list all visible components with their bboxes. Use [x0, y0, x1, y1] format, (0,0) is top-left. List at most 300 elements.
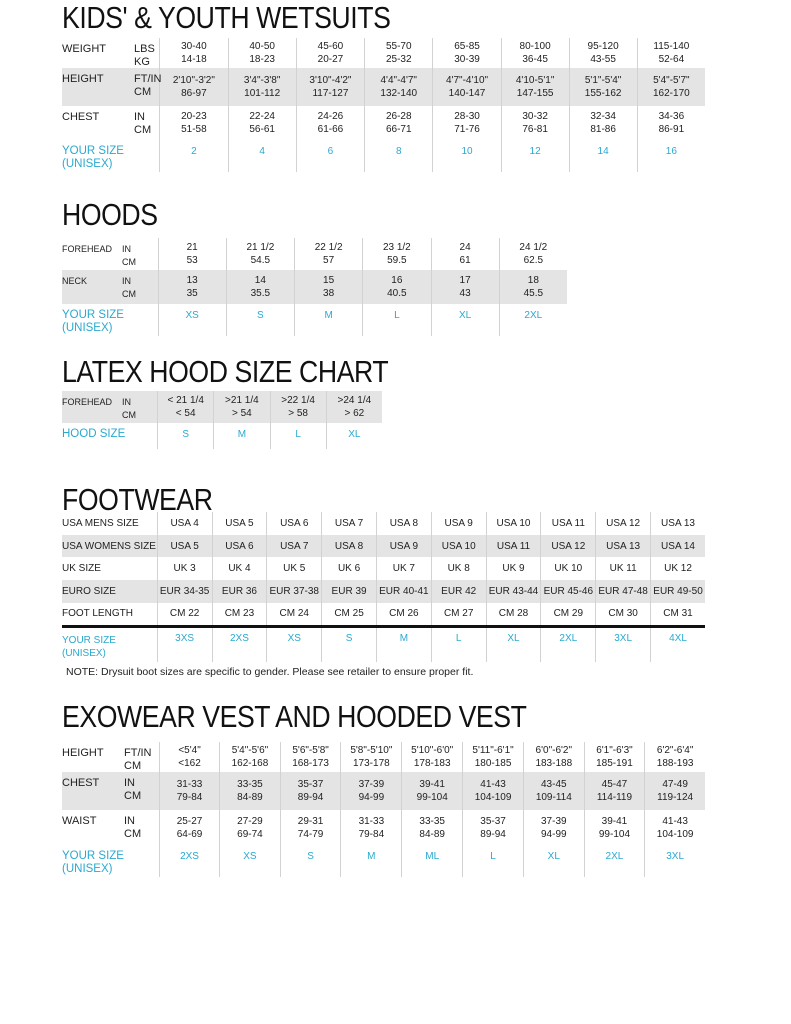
- row-label-text: YOUR SIZE (UNISEX): [62, 309, 124, 334]
- value-cell: [363, 238, 431, 270]
- value-line: 41-43: [480, 779, 506, 790]
- unit-label: CM: [124, 790, 142, 802]
- value-line: 52-64: [658, 54, 685, 65]
- value-line: 32-34: [590, 111, 616, 122]
- value-cell: USA 11: [486, 535, 541, 557]
- value-line: 117-127: [312, 88, 349, 99]
- value-line: 185-191: [596, 758, 633, 769]
- size-cell: 2XL: [499, 304, 567, 336]
- value-line: 2'10"-3'2": [172, 75, 215, 86]
- value-cell: [645, 772, 705, 810]
- row-units: [122, 275, 136, 301]
- hoods-title: HOODS: [62, 197, 158, 232]
- unit-label: CM: [122, 410, 136, 420]
- value-line: 17: [459, 275, 471, 286]
- value-line: 14-18: [181, 54, 207, 65]
- size-row: [62, 845, 705, 877]
- table-row: [62, 391, 382, 423]
- value-cell: [365, 106, 433, 140]
- value-cell: USA 13: [596, 535, 651, 557]
- value-cell: EUR 47-48: [596, 580, 651, 603]
- value-line: 55-70: [385, 41, 412, 52]
- value-cell: USA 8: [376, 512, 431, 535]
- value-line: 3'4"-3'8": [243, 75, 281, 86]
- value-line: 188-193: [656, 758, 694, 769]
- value-cell: [295, 238, 363, 270]
- table-row: [62, 580, 705, 603]
- value-cell: UK 3: [157, 557, 212, 580]
- value-cell: USA 12: [541, 535, 596, 557]
- table-row: [62, 238, 567, 270]
- row-label-text: HEIGHT: [62, 73, 104, 85]
- value-cell: [158, 238, 226, 270]
- value-line: 64-69: [176, 828, 203, 840]
- value-line: 43-55: [590, 54, 616, 65]
- value-line: > 58: [288, 408, 308, 419]
- value-cell: [584, 742, 645, 772]
- value-line: 66-71: [385, 124, 412, 135]
- value-line: 47-49: [662, 779, 688, 790]
- value-cell: CM 31: [651, 603, 705, 626]
- value-line: 27-29: [237, 815, 263, 827]
- value-line: >24 1/4: [337, 395, 372, 406]
- value-cell: [431, 270, 499, 304]
- row-label-text: HEIGHT: [62, 747, 104, 759]
- value-cell: UK 9: [486, 557, 541, 580]
- value-line: 71-76: [454, 124, 480, 135]
- table-row: [62, 270, 567, 304]
- value-cell: [402, 772, 463, 810]
- row-label-text: CHEST: [62, 777, 100, 789]
- value-cell: [501, 106, 569, 140]
- value-line: 37-39: [541, 815, 567, 827]
- value-cell: [160, 68, 228, 106]
- value-line: 84-89: [237, 792, 263, 803]
- value-cell: [226, 270, 294, 304]
- size-cell: 3XS: [157, 626, 212, 662]
- value-line: 25-27: [176, 815, 203, 827]
- row-label-text: NECK: [62, 276, 88, 286]
- value-line: 6'1"-6'3": [596, 745, 633, 756]
- value-cell: UK 12: [651, 557, 705, 580]
- size-cell: L: [463, 845, 524, 877]
- unit-label: CM: [134, 124, 152, 136]
- value-cell: CM 26: [376, 603, 431, 626]
- row-label: [62, 304, 158, 336]
- value-cell: EUR 36: [212, 580, 267, 603]
- value-line: 24: [459, 242, 471, 253]
- row-label: [62, 742, 159, 772]
- value-cell: EUR 37-38: [267, 580, 322, 603]
- value-line: 94-99: [358, 792, 385, 803]
- size-cell: M: [214, 423, 270, 449]
- value-line: 29-31: [297, 815, 324, 827]
- value-line: 22-24: [249, 111, 275, 122]
- value-cell: EUR 42: [431, 580, 486, 603]
- size-cell: 6: [296, 140, 364, 172]
- value-line: 104-109: [656, 828, 694, 840]
- size-cell: 8: [365, 140, 433, 172]
- size-cell: XS: [267, 626, 322, 662]
- value-line: 132-140: [380, 88, 418, 99]
- value-cell: [433, 68, 501, 106]
- value-line: 41-43: [662, 815, 688, 827]
- value-cell: UK 4: [212, 557, 267, 580]
- value-cell: [341, 742, 402, 772]
- table-row: [62, 106, 705, 140]
- value-line: <162: [178, 758, 201, 769]
- value-cell: [158, 391, 214, 423]
- size-cell: ML: [402, 845, 463, 877]
- size-cell: S: [280, 845, 341, 877]
- value-line: 43: [459, 288, 471, 299]
- size-cell: 16: [637, 140, 705, 172]
- value-line: 162-168: [231, 758, 269, 769]
- value-cell: [637, 38, 705, 68]
- size-cell: S: [226, 304, 294, 336]
- hoods-size-table: [62, 238, 567, 336]
- value-line: 38: [323, 288, 335, 299]
- value-line: 180-185: [474, 758, 512, 769]
- row-label: [62, 845, 159, 877]
- size-cell: M: [376, 626, 431, 662]
- value-line: 30-40: [181, 41, 207, 52]
- table-row: [62, 603, 705, 626]
- footwear-size-table: [62, 512, 705, 662]
- value-cell: [226, 238, 294, 270]
- value-line: 33-35: [237, 779, 263, 790]
- value-line: 109-114: [535, 792, 572, 803]
- value-cell: [363, 270, 431, 304]
- row-label: [62, 535, 157, 557]
- size-cell: S: [158, 423, 214, 449]
- value-line: 39-41: [601, 815, 628, 827]
- value-line: 101-112: [244, 88, 281, 99]
- size-cell: M: [295, 304, 363, 336]
- kids-title: KIDS' & YOUTH WETSUITS: [62, 0, 391, 35]
- unit-label: LBS: [134, 43, 155, 55]
- size-cell: 2XL: [541, 626, 596, 662]
- value-cell: CM 23: [212, 603, 267, 626]
- unit-label: CM: [124, 760, 142, 772]
- value-cell: [326, 391, 382, 423]
- row-units: [124, 777, 141, 803]
- value-cell: [341, 810, 402, 845]
- value-cell: [296, 38, 364, 68]
- table-row: [62, 38, 705, 68]
- value-cell: [499, 238, 567, 270]
- value-cell: USA 14: [651, 535, 705, 557]
- value-line: 18: [527, 275, 539, 286]
- value-line: 20-23: [181, 111, 207, 122]
- value-cell: USA 9: [431, 512, 486, 535]
- value-line: 140-147: [448, 88, 486, 99]
- value-cell: [159, 810, 219, 845]
- row-units: [124, 747, 152, 773]
- value-line: 5'10"-6'0": [411, 745, 454, 756]
- value-cell: [645, 742, 705, 772]
- size-cell: 4XL: [651, 626, 705, 662]
- value-cell: [569, 38, 637, 68]
- value-cell: UK 10: [541, 557, 596, 580]
- value-cell: [280, 772, 341, 810]
- value-cell: USA 7: [267, 535, 322, 557]
- row-label-text: CHEST: [62, 111, 100, 123]
- size-cell: XS: [220, 845, 281, 877]
- value-line: 35.5: [250, 288, 271, 299]
- row-label: [62, 603, 157, 626]
- size-cell: 2XL: [584, 845, 645, 877]
- value-line: 28-30: [454, 111, 480, 122]
- row-label-text: WEIGHT: [62, 43, 106, 55]
- value-cell: USA 13: [651, 512, 705, 535]
- unit-label: CM: [122, 257, 136, 267]
- value-line: 99-104: [416, 792, 448, 803]
- value-cell: [463, 742, 524, 772]
- value-line: 3'10"-4'2": [309, 75, 352, 86]
- value-cell: [296, 68, 364, 106]
- row-units: [134, 111, 151, 137]
- value-line: 62.5: [523, 255, 544, 266]
- value-line: 56-61: [249, 124, 275, 135]
- value-cell: [159, 742, 219, 772]
- value-cell: UK 6: [322, 557, 377, 580]
- value-line: 31-33: [358, 815, 385, 827]
- value-line: 37-39: [358, 779, 385, 790]
- latex-title: LATEX HOOD SIZE CHART: [62, 354, 389, 389]
- size-cell: 2XS: [212, 626, 267, 662]
- size-cell: 14: [569, 140, 637, 172]
- value-line: 24 1/2: [519, 242, 548, 253]
- value-line: 94-99: [541, 828, 567, 840]
- value-cell: [220, 742, 281, 772]
- value-line: 5'1"-5'4": [584, 75, 622, 86]
- size-cell: XL: [523, 845, 584, 877]
- value-cell: [280, 742, 341, 772]
- value-line: 5'4"-5'6": [231, 745, 269, 756]
- value-line: < 21 1/4: [167, 395, 204, 406]
- row-units: [124, 815, 141, 841]
- size-cell: 3XL: [645, 845, 705, 877]
- exowear-size-table: [62, 742, 705, 877]
- row-label: [62, 270, 158, 304]
- value-cell: [296, 106, 364, 140]
- value-cell: [220, 810, 281, 845]
- value-cell: [463, 810, 524, 845]
- value-cell: EUR 39: [322, 580, 377, 603]
- unit-label: CM: [134, 86, 152, 98]
- row-label: [62, 140, 160, 172]
- value-line: <5'4": [178, 745, 201, 756]
- value-cell: [637, 68, 705, 106]
- value-line: 162-170: [653, 88, 690, 99]
- value-cell: [402, 742, 463, 772]
- value-line: 76-81: [522, 124, 548, 135]
- value-line: 74-79: [297, 828, 324, 840]
- unit-label: IN: [124, 815, 135, 827]
- value-cell: USA 12: [596, 512, 651, 535]
- value-line: > 54: [232, 408, 252, 419]
- value-cell: [645, 810, 705, 845]
- row-label: [62, 580, 157, 603]
- size-row: [62, 140, 705, 172]
- value-line: 53: [186, 255, 198, 266]
- value-line: 5'6"-5'8": [292, 745, 329, 756]
- value-line: 13: [186, 275, 198, 286]
- value-line: 79-84: [358, 828, 385, 840]
- latex-hood-table: [62, 391, 382, 449]
- value-cell: [499, 270, 567, 304]
- value-cell: UK 5: [267, 557, 322, 580]
- value-line: 21: [186, 242, 198, 253]
- unit-label: KG: [134, 56, 150, 68]
- value-cell: CM 29: [541, 603, 596, 626]
- value-line: 31-33: [176, 779, 203, 790]
- value-line: 34-36: [658, 111, 685, 122]
- value-cell: [160, 38, 228, 68]
- value-line: 6'2"-6'4": [656, 745, 694, 756]
- value-line: 25-32: [385, 54, 412, 65]
- unit-label: IN: [122, 397, 131, 407]
- value-line: 26-28: [385, 111, 412, 122]
- size-cell: 10: [433, 140, 501, 172]
- row-label: [62, 557, 157, 580]
- size-cell: 2XS: [159, 845, 219, 877]
- value-line: >21 1/4: [225, 395, 259, 406]
- value-line: 45.5: [523, 288, 544, 299]
- value-line: 59.5: [387, 255, 407, 266]
- value-line: 35: [186, 288, 198, 299]
- footwear-title: FOOTWEAR: [62, 482, 213, 517]
- row-label: [62, 238, 158, 270]
- value-cell: [270, 391, 326, 423]
- size-cell: S: [322, 626, 377, 662]
- value-line: 33-35: [419, 815, 445, 827]
- row-units: [134, 73, 162, 99]
- value-line: 119-124: [657, 792, 694, 803]
- value-cell: USA 5: [212, 512, 267, 535]
- value-cell: [523, 742, 584, 772]
- size-row: [62, 626, 705, 662]
- unit-label: FT/IN: [124, 747, 152, 759]
- unit-label: CM: [122, 289, 136, 299]
- row-label-text: FOREHEAD: [62, 244, 113, 254]
- row-label: [62, 68, 160, 106]
- value-line: 40.5: [387, 288, 407, 299]
- table-row: [62, 68, 705, 106]
- value-line: 89-94: [480, 828, 506, 840]
- value-line: 5'11"-6'1": [472, 745, 514, 756]
- value-line: < 54: [175, 408, 196, 419]
- row-label: [62, 106, 160, 140]
- value-cell: [584, 772, 645, 810]
- value-cell: UK 11: [596, 557, 651, 580]
- value-line: 36-45: [522, 54, 548, 65]
- value-cell: [228, 38, 296, 68]
- footwear-note: NOTE: Drysuit boot sizes are specific to gender. Please see retailer to ensure proper fit.: [66, 666, 474, 678]
- row-label-text: FOOT LENGTH: [62, 608, 133, 620]
- kids-size-table: [62, 38, 705, 172]
- value-cell: [280, 810, 341, 845]
- value-line: > 62: [344, 408, 365, 419]
- value-cell: USA 10: [486, 512, 541, 535]
- value-line: 39-41: [419, 779, 445, 790]
- value-line: 86-97: [181, 88, 207, 99]
- unit-label: IN: [122, 276, 131, 286]
- value-line: 51-58: [181, 124, 207, 135]
- value-line: 114-119: [596, 792, 633, 803]
- value-line: 168-173: [292, 758, 329, 769]
- row-label-text: USA WOMENS SIZE: [62, 540, 156, 552]
- value-line: 173-178: [353, 758, 390, 769]
- value-cell: USA 5: [157, 535, 212, 557]
- row-label-text: USA MENS SIZE: [62, 518, 139, 529]
- value-line: 99-104: [598, 828, 631, 840]
- value-cell: [431, 238, 499, 270]
- value-line: 5'4"-5'7": [653, 75, 690, 86]
- value-line: 45-60: [317, 41, 344, 52]
- value-line: 57: [323, 255, 335, 266]
- row-label: [62, 512, 157, 535]
- value-line: 43-45: [541, 779, 567, 790]
- value-line: 24-26: [317, 111, 344, 122]
- value-cell: [159, 772, 219, 810]
- value-line: 79-84: [176, 792, 203, 803]
- value-line: 61-66: [317, 124, 344, 135]
- value-line: 23 1/2: [382, 242, 411, 253]
- value-cell: [214, 391, 270, 423]
- value-cell: [341, 772, 402, 810]
- value-cell: [637, 106, 705, 140]
- row-label: [62, 626, 157, 662]
- value-cell: [523, 810, 584, 845]
- row-label: [62, 423, 158, 449]
- value-line: 20-27: [317, 54, 344, 65]
- value-cell: [463, 772, 524, 810]
- value-cell: [569, 68, 637, 106]
- value-cell: USA 11: [541, 512, 596, 535]
- value-line: 54.5: [250, 255, 271, 266]
- value-line: 30-39: [454, 54, 480, 65]
- value-line: 16: [391, 275, 403, 286]
- row-label: [62, 810, 159, 845]
- value-cell: [158, 270, 226, 304]
- value-line: 147-155: [516, 88, 554, 99]
- exowear-title: EXOWEAR VEST AND HOODED VEST: [62, 699, 527, 734]
- unit-label: CM: [124, 828, 142, 840]
- row-label: [62, 38, 160, 68]
- value-cell: [365, 68, 433, 106]
- size-cell: 4: [228, 140, 296, 172]
- value-cell: [365, 38, 433, 68]
- row-label-text: YOUR SIZE (UNISEX): [62, 850, 124, 875]
- row-label-text: YOUR SIZE (UNISEX): [62, 634, 116, 659]
- value-line: 95-120: [587, 41, 619, 52]
- value-line: 4'4"-4'7": [380, 75, 417, 86]
- value-line: 65-85: [454, 41, 480, 52]
- table-row: [62, 535, 705, 557]
- value-line: 4'10-5'1": [515, 75, 555, 86]
- size-cell: XL: [486, 626, 541, 662]
- value-line: 178-183: [413, 758, 451, 769]
- row-label-text: EURO SIZE: [62, 586, 116, 597]
- value-line: 15: [323, 275, 335, 286]
- value-line: 40-50: [249, 41, 275, 52]
- value-cell: [523, 772, 584, 810]
- value-cell: UK 8: [431, 557, 486, 580]
- size-cell: 2: [160, 140, 228, 172]
- value-cell: USA 10: [431, 535, 486, 557]
